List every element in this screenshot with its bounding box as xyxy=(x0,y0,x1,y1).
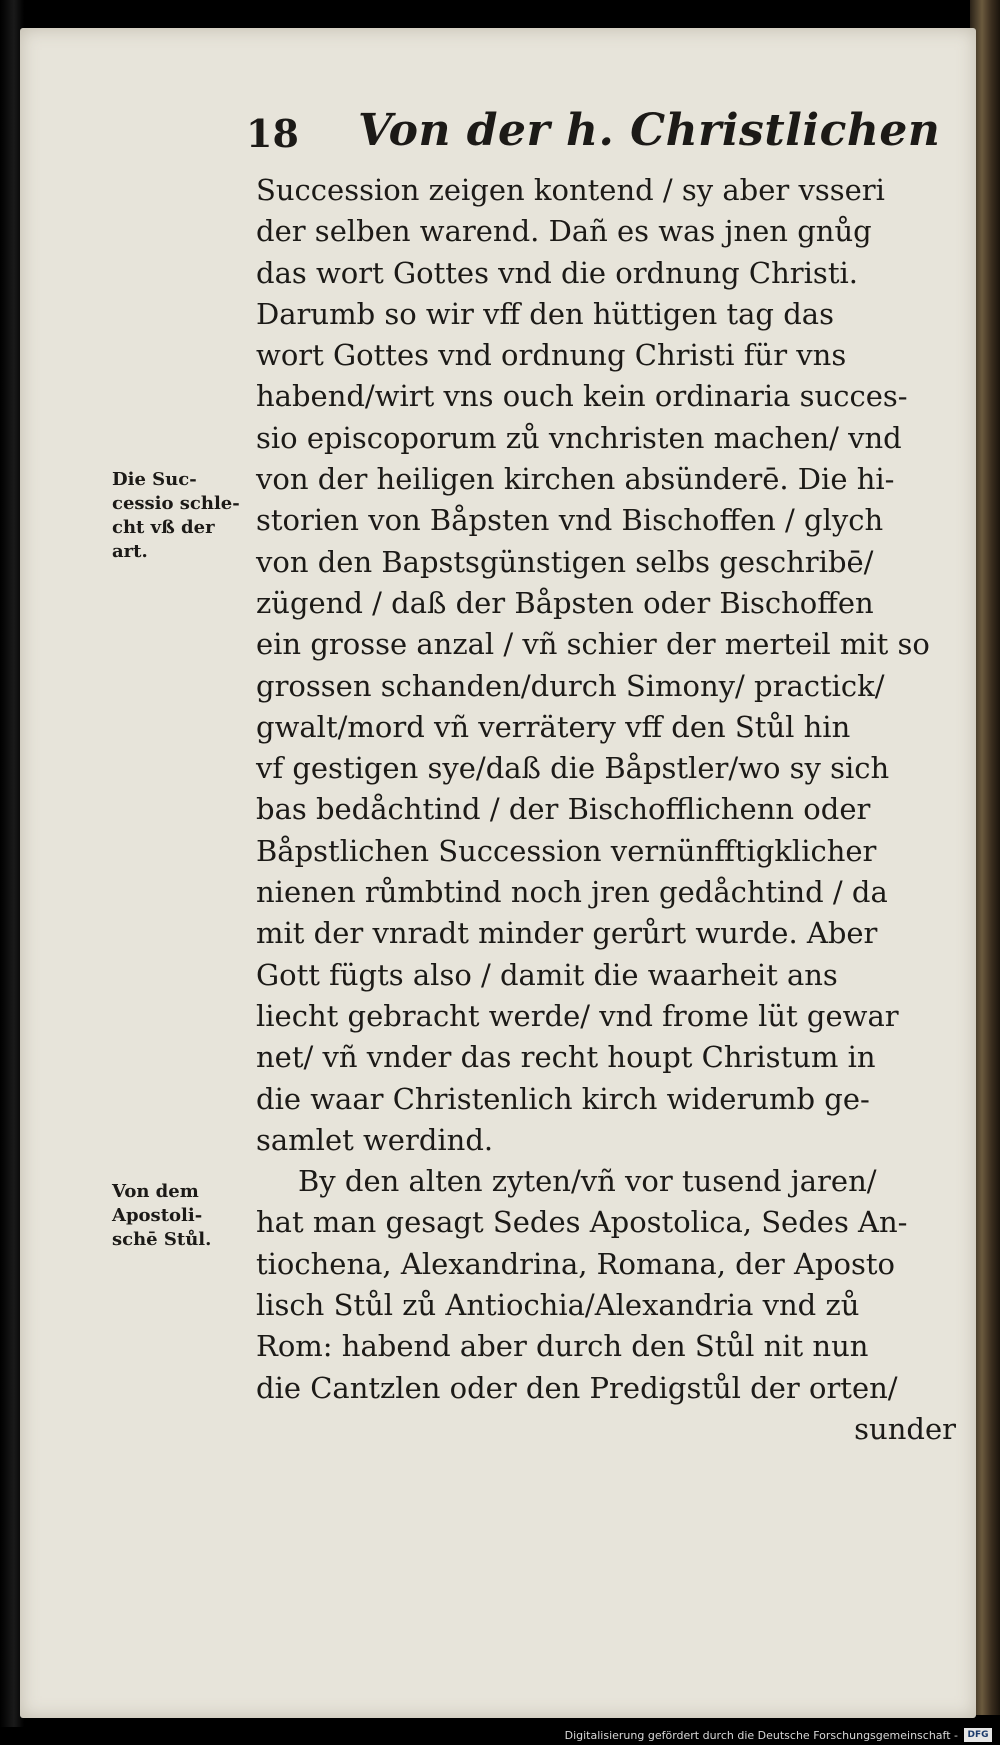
dfg-logo-icon: DFG xyxy=(964,1728,992,1742)
text-line: Gott fügts also / damit die waarheit ans xyxy=(256,957,838,992)
marginal-note-line: Apostoli- xyxy=(112,1205,203,1226)
marginal-note-line: Die Suc- xyxy=(112,469,197,490)
catchword: sunder xyxy=(854,1411,956,1446)
marginal-note-line: cessio schle- xyxy=(112,493,240,514)
page-number: 18 xyxy=(246,111,299,156)
text-line: ein grosse anzal / vñ schier der merteil mit so xyxy=(256,627,930,662)
marginal-note-line: cht vß der xyxy=(112,517,215,538)
text-line: zügend / daß der Båpsten oder Bischoffen xyxy=(256,585,874,620)
text-line: Rom: habend aber durch den Stůl nit nun xyxy=(256,1329,869,1364)
text-line: lisch Stůl zů Antiochia/Alexandria vnd zů xyxy=(256,1288,860,1323)
text-line: grossen schanden/durch Simony/ practick/ xyxy=(256,668,885,703)
running-title: Von der h. Christlichen xyxy=(358,105,941,156)
text-line: die waar Christenlich kirch widerumb ge- xyxy=(256,1081,870,1116)
marginal-note-succession xyxy=(112,468,252,564)
marginal-note-line: Von dem xyxy=(112,1181,199,1202)
text-line: sio episcoporum zů vnchristen machen/ vnd xyxy=(256,420,902,455)
text-line: das wort Gottes vnd die ordnung Christi. xyxy=(256,255,858,290)
text-line: die Cantzlen oder den Predigstůl der orten/ xyxy=(256,1370,898,1405)
page-header xyxy=(246,105,966,165)
text-line: habend/wirt vns ouch kein ordinaria succes- xyxy=(256,379,908,414)
text-line: storien von Båpsten vnd Bischoffen / glych xyxy=(256,503,884,538)
body-text xyxy=(256,170,956,1450)
text-line: hat man gesagt Sedes Apostolica, Sedes An- xyxy=(256,1205,908,1240)
text-line: liecht gebracht werde/ vnd frome lüt gewar xyxy=(256,998,899,1033)
text-line: wort Gottes vnd ordnung Christi für vns xyxy=(256,338,847,373)
marginal-note-line: art. xyxy=(112,541,148,562)
funding-credit: Digitalisierung gefördert durch die Deutsche Forschungsgemeinschaft - xyxy=(564,1729,958,1742)
text-line: von den Bapstsgünstigen selbs geschribē/ xyxy=(256,544,874,579)
text-line: Darumb so wir vff den hüttigen tag das xyxy=(256,296,834,331)
text-line: net/ vñ vnder das recht houpt Christum in xyxy=(256,1040,876,1075)
text-line: Båpstlichen Succession vernünfftigklicher xyxy=(256,833,877,868)
text-line: der selben warend. Dañ es was jnen gnůg xyxy=(256,214,872,249)
marginal-note-line: schē Stůl. xyxy=(112,1229,212,1250)
text-line: mit der vnradt minder gerůrt wurde. Aber xyxy=(256,916,878,951)
text-line: vf gestigen sye/daß die Båpstler/wo sy sich xyxy=(256,751,890,786)
text-line: nienen růmbtind noch jren gedåchtind / da xyxy=(256,875,888,910)
text-line: tiochena, Alexandrina, Romana, der Aposto xyxy=(256,1246,895,1281)
text-line: samlet werdind. xyxy=(256,1122,494,1157)
text-line: von der heiligen kirchen absünderē. Die hi- xyxy=(256,462,895,497)
text-line: Succession zeigen kontend / sy aber vsseri xyxy=(256,173,885,207)
text-line: gwalt/mord vñ verrätery vff den Stůl hin xyxy=(256,709,851,744)
marginal-note-apostolic-see xyxy=(112,1180,252,1252)
text-line: By den alten zyten/vñ vor tusend jaren/ xyxy=(298,1164,877,1199)
text-line: bas bedåchtind / der Bischofflichenn oder xyxy=(256,792,871,827)
